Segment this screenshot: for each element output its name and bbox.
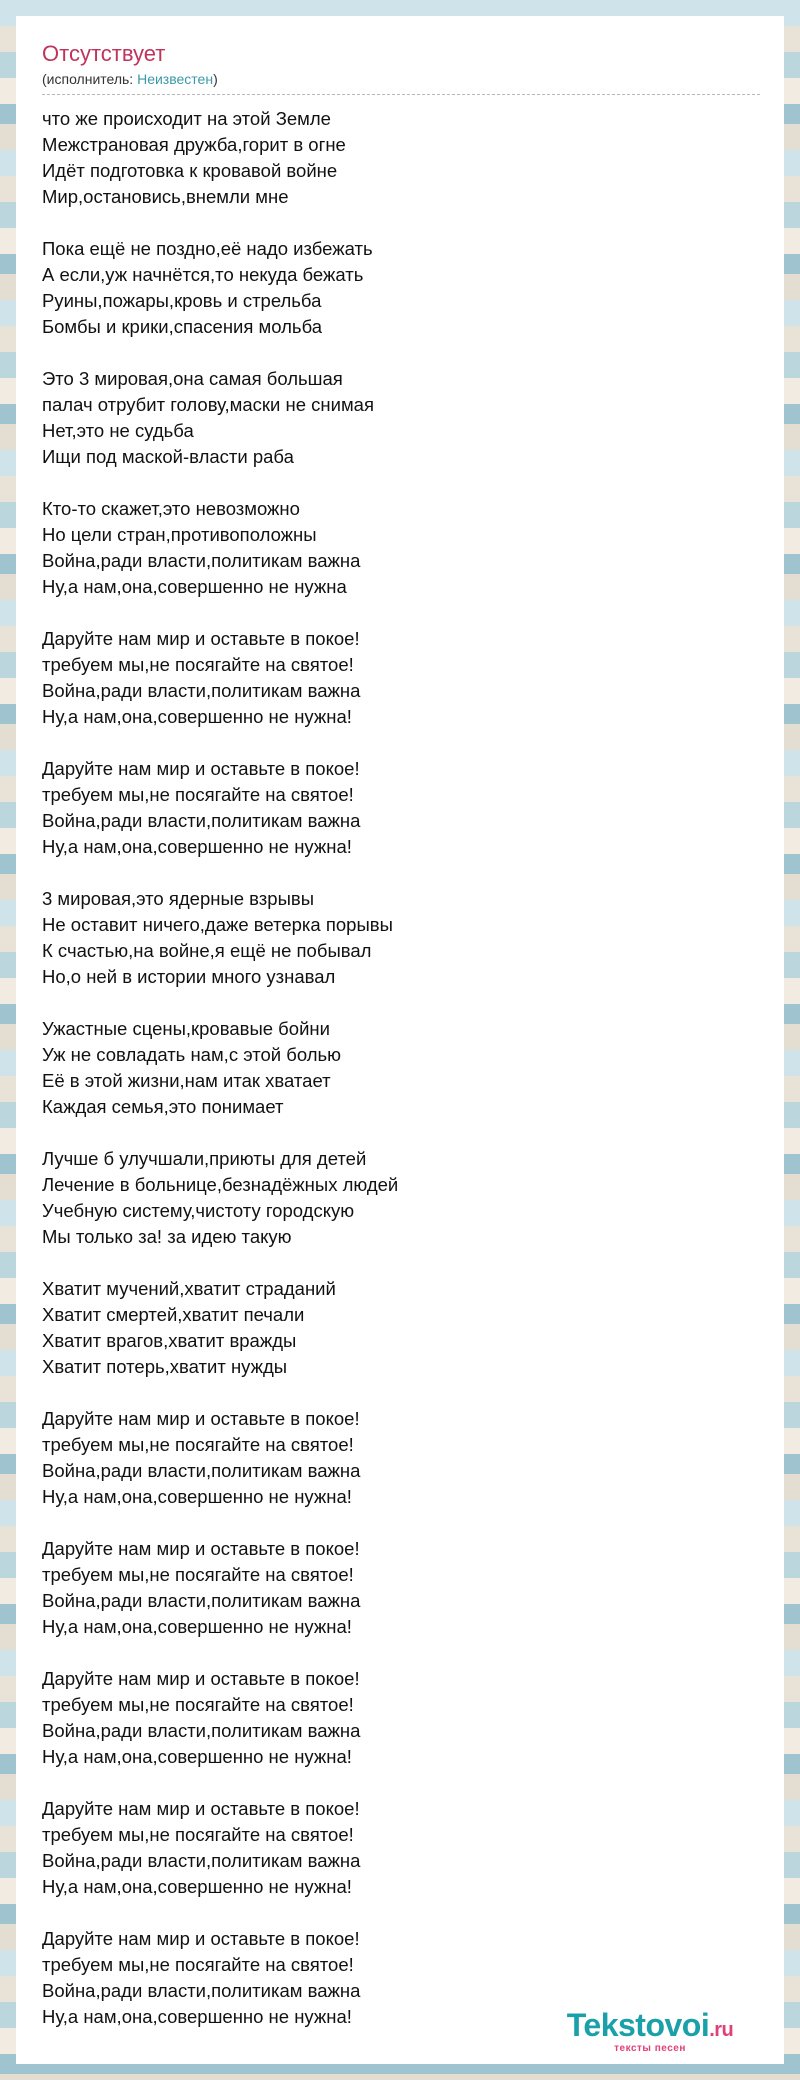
lyrics-line: Кто-то скажет,это невозможно	[42, 498, 300, 519]
logo-domain: .ru	[709, 2019, 734, 2041]
lyrics-line: Нет,это не судьба	[42, 420, 194, 441]
lyrics-line: Даруйте нам мир и оставьте в покое!	[42, 1798, 360, 1819]
lyrics-line: Её в этой жизни,нам итак хватает	[42, 1070, 331, 1091]
lyrics-line: Война,ради власти,политикам важна	[42, 1460, 361, 1481]
lyrics-line: Но цели стран,противоположны	[42, 524, 317, 545]
lyrics-card	[16, 16, 784, 2064]
lyrics-stanza	[42, 496, 760, 600]
lyrics-line: что же происходит на этой Земле	[42, 108, 331, 129]
lyrics-line: Мир,остановись,внемли мне	[42, 186, 289, 207]
lyrics-line: К счастью,на войне,я ещё не побывал	[42, 940, 372, 961]
lyrics-line: Лечение в больнице,безнадёжных людей	[42, 1174, 399, 1195]
logo-tagline: тексты песен	[614, 2043, 686, 2054]
lyrics-line: Даруйте нам мир и оставьте в покое!	[42, 1928, 360, 1949]
lyrics-stanza	[42, 106, 760, 210]
lyrics-line: Война,ради власти,политикам важна	[42, 550, 361, 571]
song-header	[42, 40, 760, 88]
lyrics-line: Идёт подготовка к кровавой войне	[42, 160, 338, 181]
lyrics-line: Хватит потерь,хватит нужды	[42, 1356, 288, 1377]
lyrics-line: Ищи под маской-власти раба	[42, 446, 294, 467]
lyrics-line: Учебную систему,чистоту городскую	[42, 1200, 355, 1221]
lyrics-line: Пока ещё не поздно,её надо избежать	[42, 238, 373, 259]
lyrics-stanza	[42, 1666, 760, 1770]
lyrics-stanza	[42, 1536, 760, 1640]
lyrics-stanza	[42, 366, 760, 470]
lyrics-line: Руины,пожары,кровь и стрельба	[42, 290, 322, 311]
lyrics-line: Ну,а нам,она,совершенно не нужна	[42, 576, 347, 597]
lyrics-line: Мы только за! за идею такую	[42, 1226, 292, 1247]
lyrics-stanza	[42, 1146, 760, 1250]
lyrics-line: Хватит мучений,хватит страданий	[42, 1278, 336, 1299]
lyrics-line: 3 мировая,это ядерные взрывы	[42, 888, 314, 909]
song-title: Отсутствует	[42, 41, 166, 66]
lyrics-line: Ну,а нам,она,совершенно не нужна!	[42, 706, 352, 727]
lyrics-line: Ну,а нам,она,совершенно не нужна!	[42, 1876, 352, 1897]
lyrics-line: палач отрубит голову,маски не снимая	[42, 394, 374, 415]
lyrics-line: Даруйте нам мир и оставьте в покое!	[42, 758, 360, 779]
lyrics-stanza	[42, 1016, 760, 1120]
lyrics-line: требуем мы,не посягайте на святое!	[42, 654, 354, 675]
lyrics-line: требуем мы,не посягайте на святое!	[42, 1694, 354, 1715]
artist-suffix: )	[213, 71, 218, 87]
artist-prefix: (исполнитель:	[42, 71, 138, 87]
lyrics-stanza	[42, 1796, 760, 1900]
artist-line	[42, 70, 760, 88]
lyrics-line: Не оставит ничего,даже ветерка порывы	[42, 914, 393, 935]
lyrics-line: требуем мы,не посягайте на святое!	[42, 1564, 354, 1585]
lyrics-line: Лучше б улучшали,приюты для детей	[42, 1148, 367, 1169]
lyrics-line: Ну,а нам,она,совершенно не нужна!	[42, 2006, 352, 2027]
lyrics-stanza	[42, 756, 760, 860]
lyrics-line: Даруйте нам мир и оставьте в покое!	[42, 628, 360, 649]
lyrics-line: Война,ради власти,политикам важна	[42, 1720, 361, 1741]
lyrics-line: Уж не совладать нам,с этой болью	[42, 1044, 342, 1065]
lyrics-stanza	[42, 1276, 760, 1380]
logo-main-text: Tekstovoi	[566, 2007, 710, 2043]
lyrics-line: Война,ради власти,политикам важна	[42, 1980, 361, 2001]
lyrics-line: Ну,а нам,она,совершенно не нужна!	[42, 1616, 352, 1637]
lyrics-line: требуем мы,не посягайте на святое!	[42, 1954, 354, 1975]
lyrics-line: А если,уж начнётся,то некуда бежать	[42, 264, 364, 285]
lyrics-line: Это 3 мировая,она самая большая	[42, 368, 343, 389]
lyrics-text	[42, 106, 760, 2056]
lyrics-line: Война,ради власти,политикам важна	[42, 1850, 361, 1871]
lyrics-line: Хватит врагов,хватит вражды	[42, 1330, 297, 1351]
header-divider	[42, 94, 760, 95]
site-logo[interactable]	[540, 2008, 760, 2054]
lyrics-stanza	[42, 626, 760, 730]
lyrics-line: Но,о ней в истории много узнавал	[42, 966, 336, 987]
lyrics-line: требуем мы,не посягайте на святое!	[42, 1824, 354, 1845]
lyrics-line: Война,ради власти,политикам важна	[42, 1590, 361, 1611]
lyrics-stanza	[42, 886, 760, 990]
lyrics-line: Война,ради власти,политикам важна	[42, 680, 361, 701]
lyrics-line: Ну,а нам,она,совершенно не нужна!	[42, 1746, 352, 1767]
lyrics-line: требуем мы,не посягайте на святое!	[42, 1434, 354, 1455]
lyrics-line: Межстрановая дружба,горит в огне	[42, 134, 346, 155]
lyrics-line: Ужастные сцены,кровавые бойни	[42, 1018, 330, 1039]
lyrics-line: Даруйте нам мир и оставьте в покое!	[42, 1668, 360, 1689]
lyrics-line: Бомбы и крики,спасения мольба	[42, 316, 323, 337]
lyrics-line: Война,ради власти,политикам важна	[42, 810, 361, 831]
lyrics-line: Ну,а нам,она,совершенно не нужна!	[42, 1486, 352, 1507]
lyrics-stanza	[42, 1406, 760, 1510]
lyrics-line: требуем мы,не посягайте на святое!	[42, 784, 354, 805]
lyrics-line: Каждая семья,это понимает	[42, 1096, 284, 1117]
lyrics-stanza	[42, 236, 760, 340]
lyrics-line: Ну,а нам,она,совершенно не нужна!	[42, 836, 352, 857]
lyrics-line: Даруйте нам мир и оставьте в покое!	[42, 1408, 360, 1429]
artist-link[interactable]: Неизвестен	[137, 71, 214, 87]
lyrics-line: Даруйте нам мир и оставьте в покое!	[42, 1538, 360, 1559]
logo-wordmark	[540, 2008, 760, 2047]
lyrics-line: Хватит смертей,хватит печали	[42, 1304, 305, 1325]
